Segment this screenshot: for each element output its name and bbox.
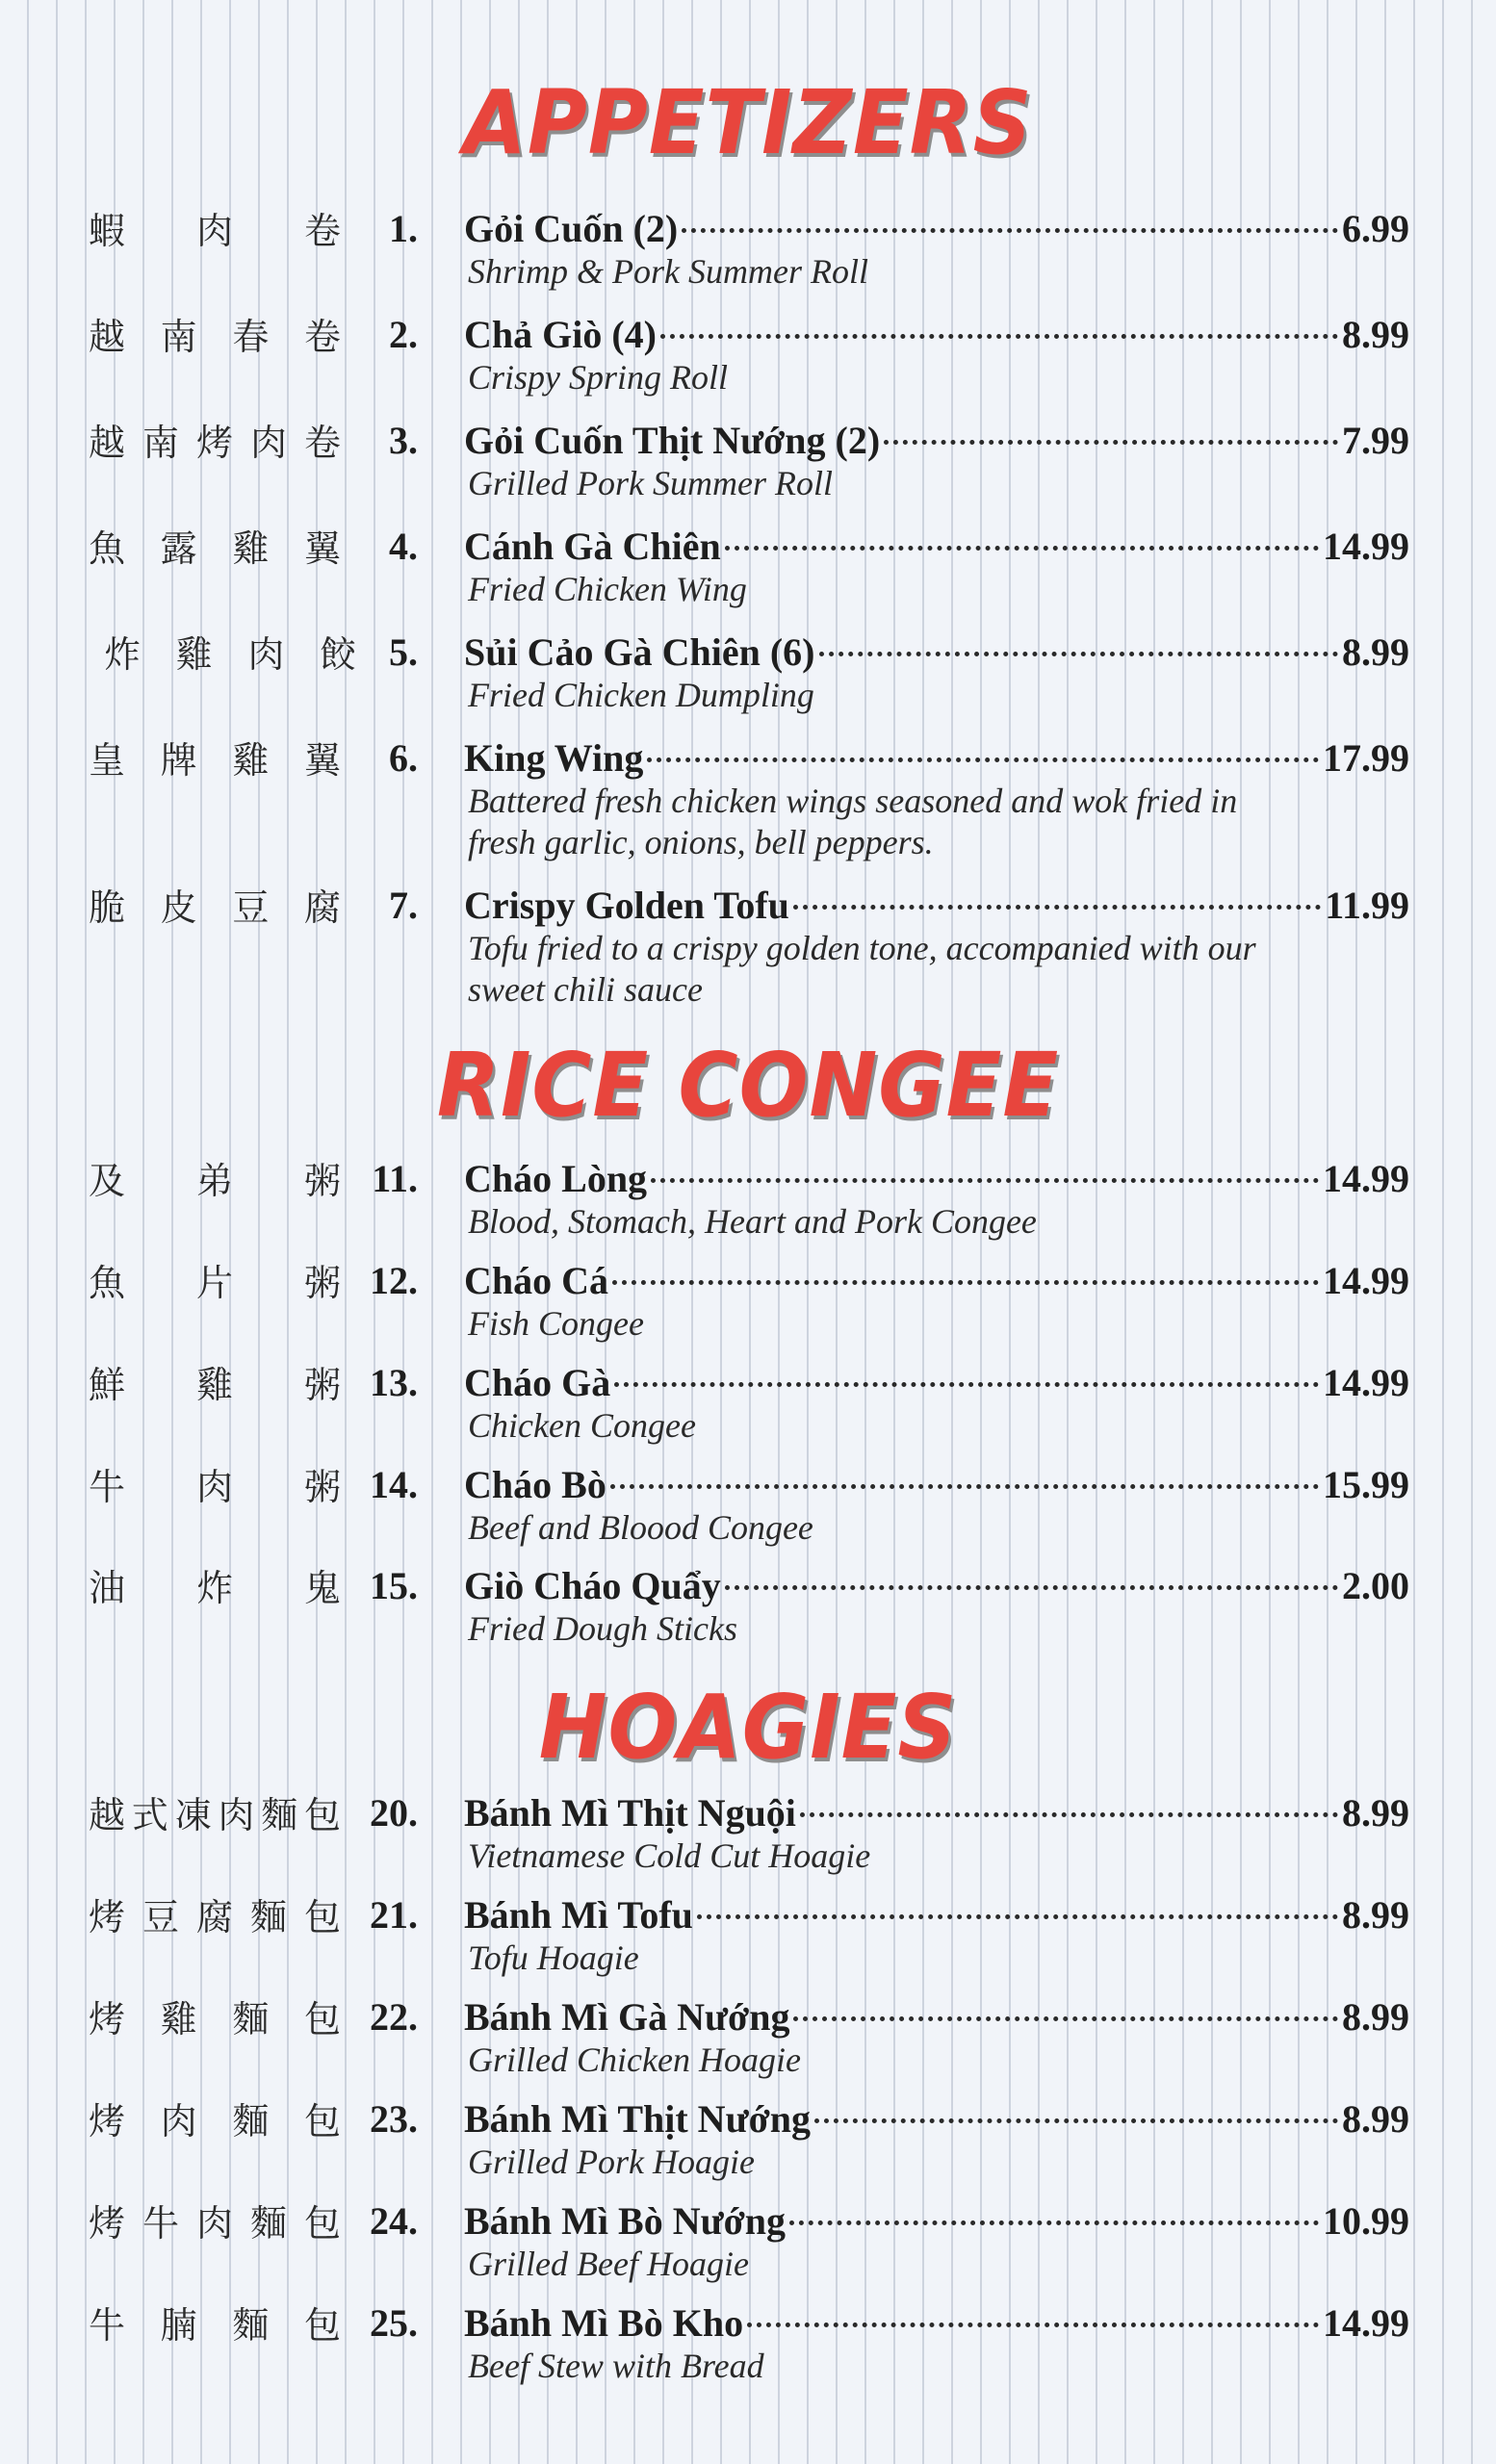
item-name: Cháo Gà (464, 1361, 611, 1404)
item-line (464, 311, 1409, 359)
item-line (464, 1891, 1409, 1939)
chinese-char: 牛 (89, 2304, 126, 2347)
chinese-char: 包 (303, 1998, 341, 2040)
item-description: Grilled Chicken Hoagie (468, 2040, 801, 2079)
chinese-name (89, 1465, 341, 1509)
item-name: Crispy Golden Tofu (464, 884, 789, 927)
item-description: Fried Dough Sticks (468, 1609, 737, 1648)
chinese-name (89, 209, 341, 253)
chinese-char: 皇 (89, 739, 126, 782)
item-line (464, 1789, 1409, 1837)
chinese-char: 脆 (89, 886, 126, 929)
item-name: Bánh Mì Tofu (464, 1893, 693, 1937)
chinese-char: 春 (232, 316, 270, 358)
item-price: 8.99 (1342, 313, 1409, 356)
chinese-name (89, 2201, 341, 2246)
item-price: 8.99 (1342, 630, 1409, 674)
chinese-char: 麵 (232, 1998, 270, 2040)
chinese-char: 麵 (249, 1896, 287, 1938)
chinese-char: 麵 (232, 2304, 270, 2347)
item-name: King Wing (464, 736, 644, 780)
chinese-name (89, 526, 341, 571)
item-price: 17.99 (1323, 736, 1409, 780)
chinese-char: 麵 (261, 1794, 298, 1836)
chinese-char: 弟 (195, 1160, 233, 1202)
chinese-char: 肉 (195, 210, 233, 252)
chinese-char: 雞 (232, 527, 270, 570)
item-price: 14.99 (1323, 1259, 1409, 1302)
dot-leader (725, 546, 1319, 551)
dot-leader (725, 1585, 1338, 1590)
chinese-char: 包 (303, 1794, 341, 1836)
item-price: 10.99 (1323, 2199, 1409, 2243)
chinese-name (89, 1261, 341, 1305)
section-title-appetizers: APPETIZERS (463, 71, 1033, 174)
chinese-char: 油 (89, 1567, 126, 1609)
item-name: Chả Giò (4) (464, 313, 657, 356)
item-number: 25. (370, 2301, 418, 2345)
chinese-char: 肉 (195, 2202, 233, 2245)
dot-leader (814, 2118, 1338, 2123)
chinese-char: 露 (160, 527, 197, 570)
dot-leader (682, 228, 1338, 233)
dot-leader (747, 2323, 1319, 2327)
item-name: Cháo Cá (464, 1259, 609, 1302)
chinese-char: 包 (303, 1896, 341, 1938)
item-name: Bánh Mì Thịt Nguội (464, 1791, 796, 1835)
item-price: 14.99 (1323, 1361, 1409, 1404)
item-line (464, 629, 1409, 677)
chinese-char: 越 (89, 1794, 126, 1836)
chinese-char: 卷 (303, 316, 341, 358)
chinese-char: 魚 (89, 527, 126, 570)
chinese-char: 粥 (303, 1262, 341, 1304)
chinese-char: 雞 (175, 633, 213, 676)
item-price: 7.99 (1342, 419, 1409, 462)
item-description: Tofu Hoagie (468, 1938, 639, 1977)
item-line (464, 1155, 1409, 1203)
item-line (464, 2197, 1409, 2246)
item-line (464, 1359, 1409, 1407)
chinese-char: 肉 (249, 422, 287, 464)
chinese-char: 皮 (160, 886, 197, 929)
item-line (464, 523, 1409, 571)
item-number: 20. (370, 1791, 418, 1835)
dot-leader (793, 905, 1321, 910)
chinese-char: 牛 (142, 2202, 179, 2245)
item-name: Cháo Lòng (464, 1157, 648, 1200)
item-line (464, 2299, 1409, 2348)
dot-leader (651, 1178, 1319, 1183)
chinese-char: 包 (303, 2304, 341, 2347)
chinese-name (89, 1997, 341, 2041)
item-description: Battered fresh chicken wings seasoned and wok fried in fresh garlic, onions, bell peppers. (468, 782, 1238, 861)
item-name: Bánh Mì Thịt Nướng (464, 2097, 811, 2141)
item-line (464, 2095, 1409, 2143)
chinese-char: 翼 (303, 527, 341, 570)
chinese-name (89, 2099, 341, 2143)
chinese-char: 凍 (174, 1794, 212, 1836)
item-line (464, 417, 1409, 465)
chinese-char: 卷 (303, 210, 341, 252)
item-name: Gỏi Cuốn Thịt Nướng (2) (464, 419, 881, 462)
chinese-char: 粥 (303, 1466, 341, 1508)
dot-leader (789, 2220, 1319, 2225)
chinese-char: 翼 (303, 739, 341, 782)
item-description: Fish Congee (468, 1304, 644, 1343)
item-name: Bánh Mì Bò Kho (464, 2301, 744, 2345)
item-name: Bánh Mì Bò Nướng (464, 2199, 787, 2243)
chinese-char: 腐 (195, 1896, 233, 1938)
item-number: 13. (370, 1361, 418, 1404)
chinese-name (89, 738, 341, 783)
chinese-char: 烤 (89, 2202, 126, 2245)
item-description: Fried Chicken Wing (468, 570, 747, 608)
chinese-char: 牛 (89, 1466, 126, 1508)
chinese-char: 雞 (195, 1364, 233, 1406)
item-number: 12. (370, 1259, 418, 1302)
item-description: Tofu fried to a crispy golden tone, accompanied with our sweet chili sauce (468, 929, 1256, 1009)
item-name: Giò Cháo Quẩy (464, 1564, 721, 1607)
item-line (464, 1562, 1409, 1610)
item-price: 15.99 (1323, 1463, 1409, 1506)
chinese-char: 越 (89, 316, 126, 358)
chinese-char: 及 (89, 1160, 126, 1202)
item-number: 6. (389, 736, 418, 780)
item-description: Vietnamese Cold Cut Hoagie (468, 1836, 871, 1875)
dot-leader (647, 757, 1319, 762)
chinese-char: 餃 (319, 633, 356, 676)
chinese-name (89, 1566, 341, 1610)
item-name: Cháo Bò (464, 1463, 606, 1506)
item-description: Fried Chicken Dumpling (468, 676, 814, 714)
chinese-char: 肉 (195, 1466, 233, 1508)
chinese-char: 腩 (160, 2304, 197, 2347)
item-number: 24. (370, 2199, 418, 2243)
dot-leader (660, 334, 1338, 339)
item-number: 4. (389, 525, 418, 568)
chinese-char: 卷 (303, 422, 341, 464)
item-price: 8.99 (1342, 1791, 1409, 1835)
dot-leader (612, 1280, 1319, 1285)
chinese-char: 麵 (232, 2100, 270, 2143)
dot-leader (884, 440, 1338, 445)
chinese-name (89, 1793, 341, 1837)
item-number: 2. (389, 313, 418, 356)
item-name: Bánh Mì Gà Nướng (464, 1995, 790, 2039)
section-title-hoagies: HOAGIES (538, 1676, 958, 1779)
chinese-char: 豆 (232, 886, 270, 929)
item-price: 6.99 (1342, 207, 1409, 250)
item-line (464, 1257, 1409, 1305)
chinese-char: 片 (195, 1262, 233, 1304)
chinese-char: 肉 (218, 1794, 255, 1836)
item-number: 23. (370, 2097, 418, 2141)
chinese-char: 烤 (89, 1896, 126, 1938)
chinese-char: 蝦 (89, 210, 126, 252)
item-name: Sủi Cảo Gà Chiên (6) (464, 630, 815, 674)
chinese-char: 包 (303, 2100, 341, 2143)
item-description: Grilled Pork Hoagie (468, 2143, 755, 2181)
chinese-char: 式 (131, 1794, 168, 1836)
item-description: Chicken Congee (468, 1406, 696, 1445)
item-line (464, 882, 1409, 930)
chinese-name (89, 1363, 341, 1407)
chinese-name (89, 1895, 341, 1939)
item-name: Cánh Gà Chiên (464, 525, 721, 568)
item-price: 14.99 (1323, 2301, 1409, 2345)
chinese-name (104, 632, 356, 677)
dot-leader (819, 652, 1339, 656)
item-number: 7. (389, 884, 418, 927)
chinese-char: 烤 (195, 422, 233, 464)
chinese-char: 南 (142, 422, 179, 464)
item-description: Beef and Bloood Congee (468, 1508, 813, 1547)
chinese-char: 鬼 (303, 1567, 341, 1609)
item-description: Beef Stew with Bread (468, 2347, 764, 2385)
chinese-char: 炸 (195, 1567, 233, 1609)
chinese-char: 腐 (303, 886, 341, 929)
chinese-char: 肉 (247, 633, 285, 676)
item-line (464, 734, 1409, 783)
dot-leader (793, 2016, 1338, 2021)
item-description: Blood, Stomach, Heart and Pork Congee (468, 1202, 1037, 1241)
dot-leader (614, 1382, 1319, 1387)
item-price: 8.99 (1342, 1995, 1409, 2039)
item-number: 1. (389, 207, 418, 250)
item-price: 14.99 (1323, 1157, 1409, 1200)
chinese-char: 南 (160, 316, 197, 358)
chinese-name (89, 2303, 341, 2348)
dot-leader (697, 1914, 1338, 1919)
item-line (464, 1993, 1409, 2041)
item-price: 8.99 (1342, 2097, 1409, 2141)
item-description: Grilled Beef Hoagie (468, 2245, 749, 2283)
item-price: 8.99 (1342, 1893, 1409, 1937)
item-price: 11.99 (1325, 884, 1409, 927)
chinese-char: 肉 (160, 2100, 197, 2143)
dot-leader (610, 1484, 1319, 1489)
chinese-char: 魚 (89, 1262, 126, 1304)
chinese-name (89, 315, 341, 359)
item-number: 11. (372, 1157, 418, 1200)
item-number: 3. (389, 419, 418, 462)
item-description: Grilled Pork Summer Roll (468, 464, 833, 502)
item-name: Gỏi Cuốn (2) (464, 207, 679, 250)
chinese-char: 麵 (249, 2202, 287, 2245)
item-line (464, 1461, 1409, 1509)
item-number: 21. (370, 1893, 418, 1937)
item-description: Crispy Spring Roll (468, 358, 729, 397)
chinese-char: 豆 (142, 1896, 179, 1938)
chinese-char: 炸 (104, 633, 142, 676)
chinese-char: 烤 (89, 1998, 126, 2040)
chinese-char: 烤 (89, 2100, 126, 2143)
chinese-char: 越 (89, 422, 126, 464)
chinese-name (89, 421, 341, 465)
chinese-char: 粥 (303, 1364, 341, 1406)
section-title-rice-congee: RICE CONGEE (436, 1034, 1060, 1137)
chinese-char: 雞 (232, 739, 270, 782)
item-price: 2.00 (1342, 1564, 1409, 1607)
item-number: 22. (370, 1995, 418, 2039)
item-number: 15. (370, 1564, 418, 1607)
chinese-char: 粥 (303, 1160, 341, 1202)
item-description: Shrimp & Pork Summer Roll (468, 252, 868, 291)
chinese-name (89, 1159, 341, 1203)
chinese-char: 鮮 (89, 1364, 126, 1406)
chinese-name (89, 886, 341, 930)
item-number: 5. (389, 630, 418, 674)
chinese-char: 雞 (160, 1998, 197, 2040)
item-line (464, 205, 1409, 253)
chinese-char: 包 (303, 2202, 341, 2245)
dot-leader (800, 1812, 1338, 1817)
item-number: 14. (370, 1463, 418, 1506)
chinese-char: 牌 (160, 739, 197, 782)
item-price: 14.99 (1323, 525, 1409, 568)
